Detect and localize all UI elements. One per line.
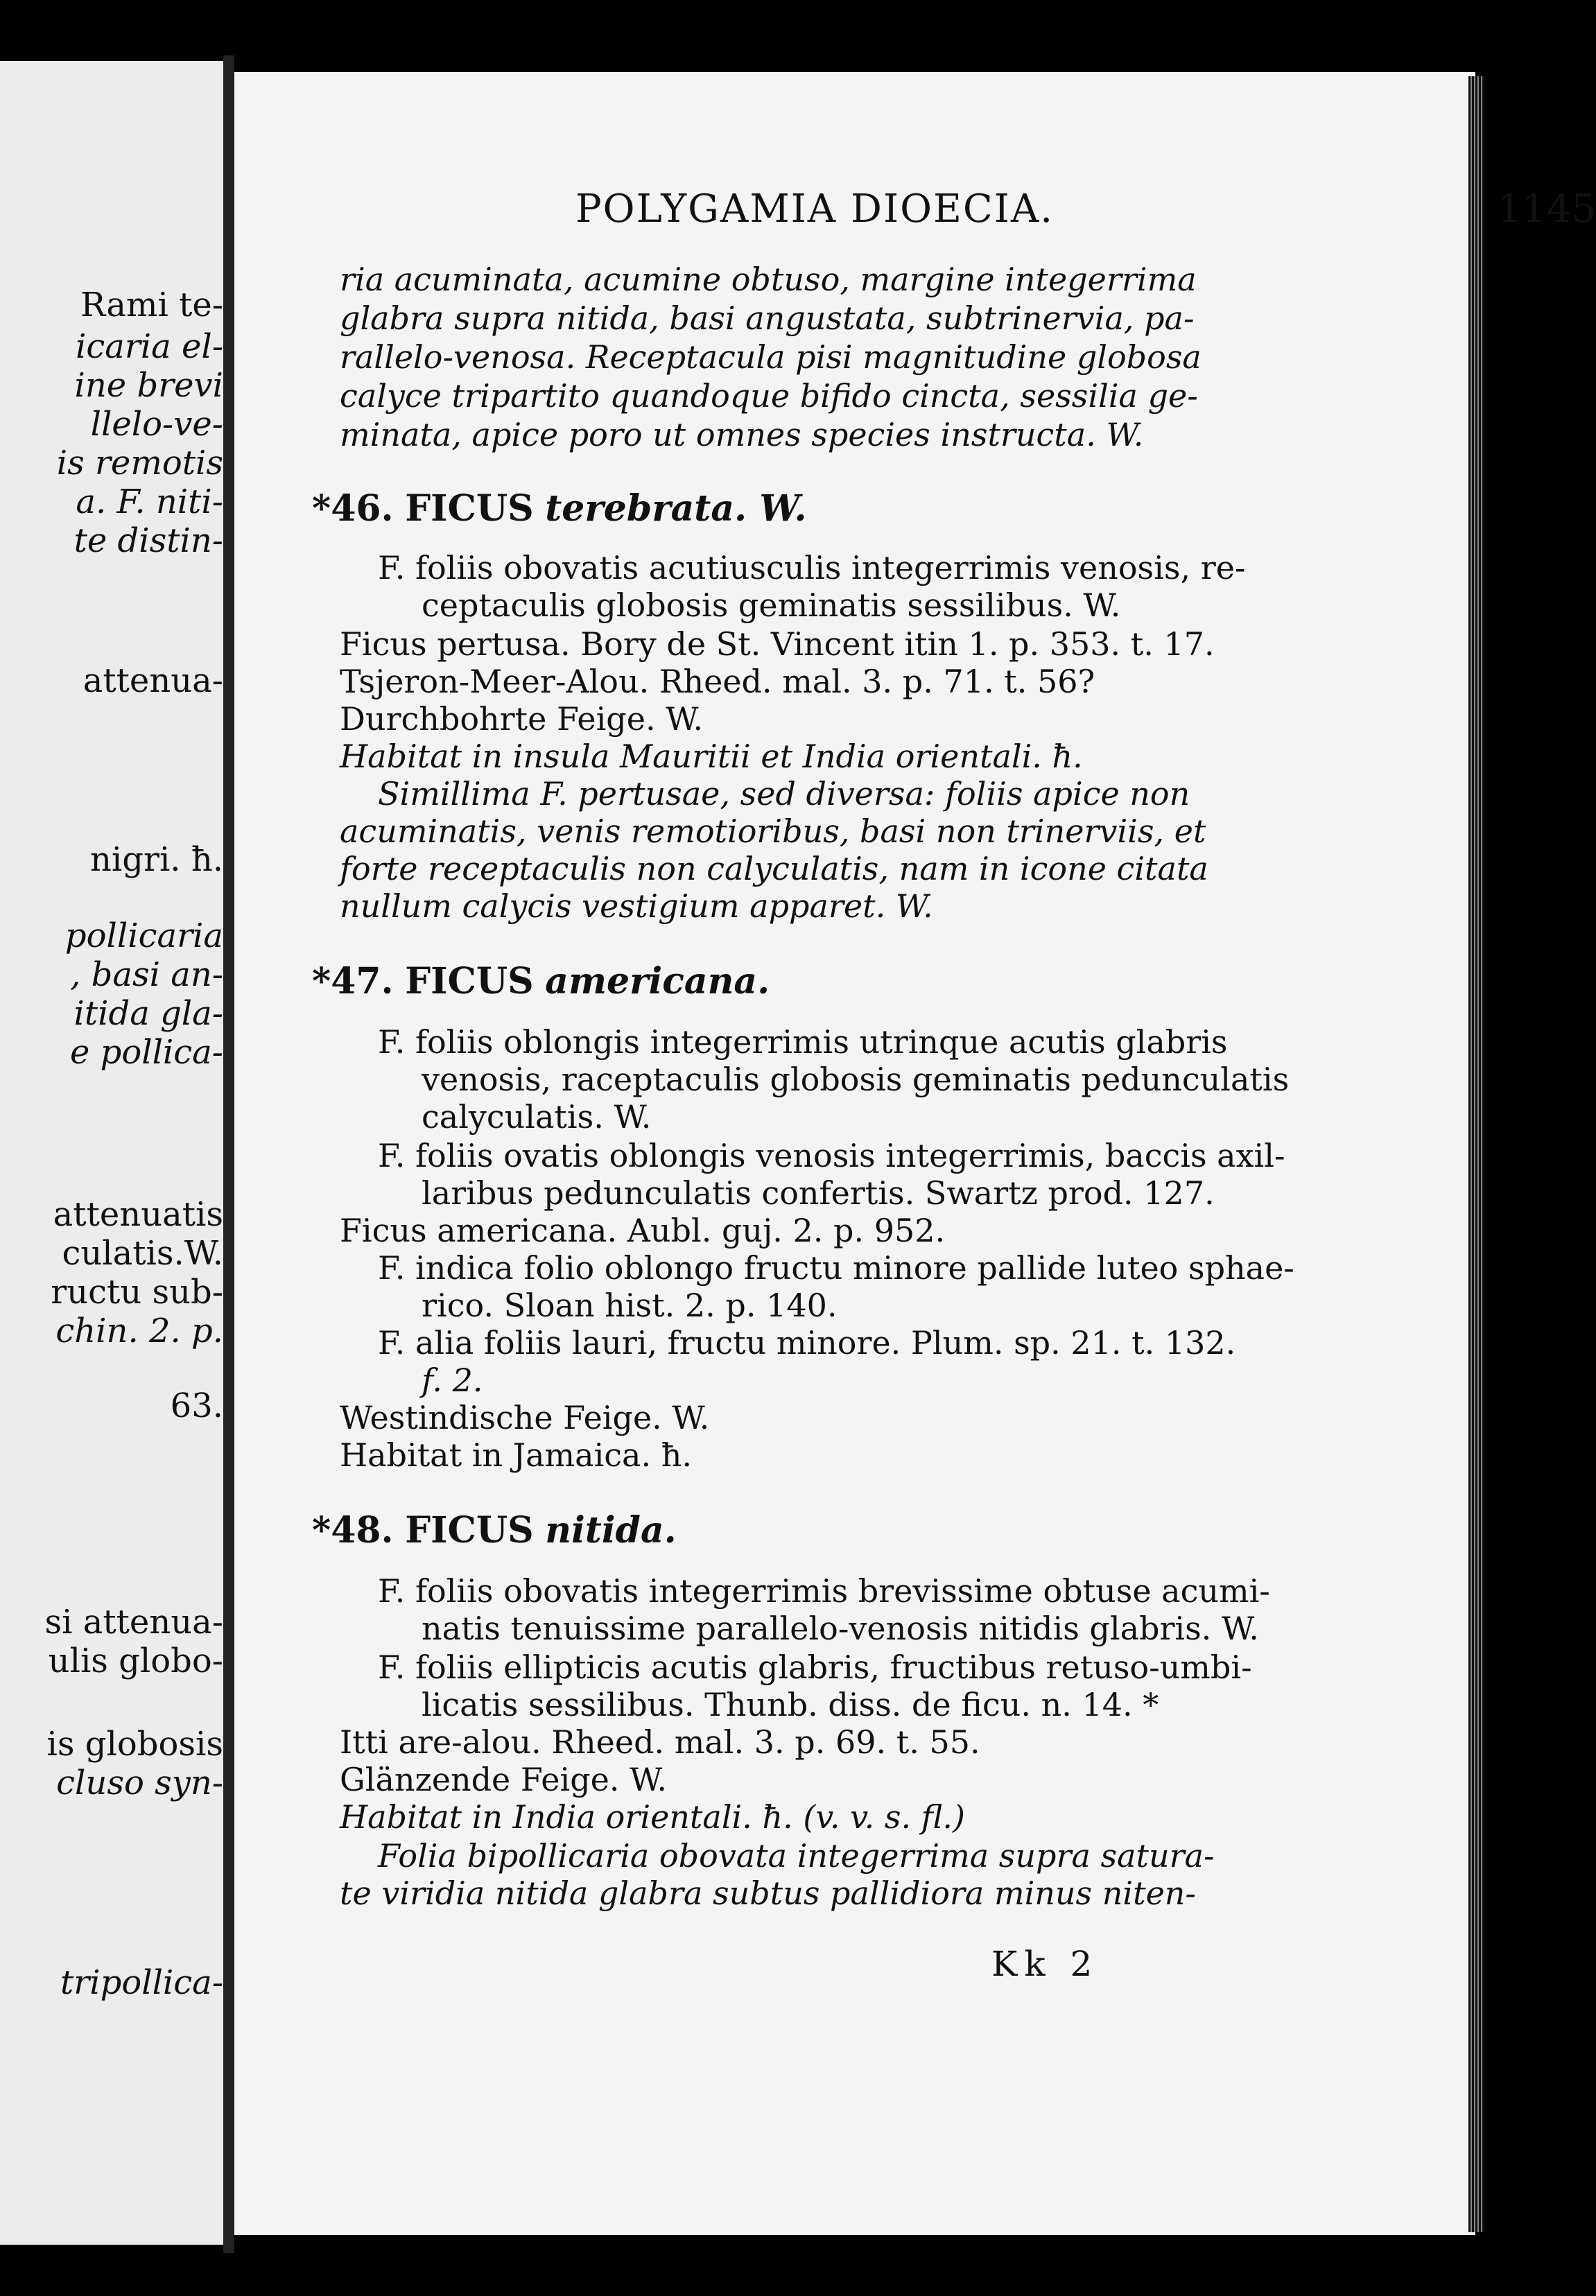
facing-line: ulis globo- — [48, 1642, 223, 1680]
facing-line: a. F. niti- — [76, 482, 223, 521]
text-line: Habitat in insula Mauritii et India orientali. ħ. — [340, 738, 1083, 775]
facing-line: tripollica- — [60, 1963, 223, 2002]
facing-line: ine brevi — [74, 366, 223, 405]
text-line: ria acuminata, acumine obtuso, margine integerrima — [340, 261, 1197, 298]
text-line: Itti are-alou. Rheed. mal. 3. p. 69. t. 55. — [340, 1723, 980, 1761]
text-line: te viridia nitida glabra subtus pallidiora minus niten- — [340, 1875, 1196, 1912]
text-line: Tsjeron-Meer-Alou. Rheed. mal. 3. p. 71. t. 56? — [340, 663, 1095, 700]
text-line: f. 2. — [422, 1362, 483, 1399]
genus-name: FICUS — [405, 1509, 534, 1551]
text-line: nullum calycis vestigium apparet. W. — [340, 887, 933, 925]
running-title: POLYGAMIA DIOECIA. — [575, 186, 1055, 232]
page-edges — [1468, 76, 1484, 2232]
facing-line: attenua- — [83, 661, 223, 700]
species-heading — [312, 960, 770, 1002]
text-line: Ficus pertusa. Bory de St. Vincent itin 1. p. 353. t. 17. — [340, 625, 1215, 663]
facing-line: , basi an- — [70, 955, 223, 994]
facing-line: nigri. ħ. — [90, 840, 223, 879]
facing-line: attenuatis — [53, 1195, 223, 1234]
text-line: Durchbohrte Feige. W. — [340, 700, 704, 738]
text-line: Folia bipollicaria obovata integerrima supra satura- — [378, 1837, 1215, 1875]
facing-page — [0, 61, 223, 2245]
text-line: Glänzende Feige. W. — [340, 1761, 667, 1798]
text-line: venosis, raceptaculis globosis geminatis pedunculatis — [422, 1061, 1290, 1098]
facing-line: si attenua- — [44, 1603, 223, 1642]
text-line: F. foliis oblongis integerrimis utrinque acutis glabris — [378, 1023, 1228, 1061]
text-line: forte receptaculis non calyculatis, nam in icone citata — [340, 850, 1208, 887]
text-line: Simillima F. pertusae, sed diversa: foliis apice non — [378, 775, 1190, 812]
facing-line: ructu sub- — [51, 1273, 223, 1312]
species-heading — [312, 487, 807, 530]
facing-line: itida gla- — [73, 994, 223, 1033]
text-line: glabra supra nitida, basi angustata, subtrinervia, pa- — [340, 299, 1195, 337]
facing-line: cluso syn- — [56, 1764, 223, 1802]
running-header — [340, 186, 1596, 235]
facing-line: is remotis — [56, 444, 223, 482]
main-page — [234, 72, 1596, 2235]
text-line: F. foliis obovatis integerrimis brevissime obtuse acumi- — [378, 1572, 1270, 1610]
text-line: Westindische Feige. W. — [340, 1399, 710, 1436]
text-line: acuminatis, venis remotioribus, basi non trinerviis, et — [340, 812, 1206, 850]
text-line: minata, apice poro ut omnes species instructa. W. — [340, 416, 1144, 453]
text-line: Habitat in India orientali. ħ. (v. v. s. fl.) — [340, 1798, 965, 1836]
species-number: *47. — [312, 960, 394, 1002]
species-name: terebrata. W. — [545, 487, 807, 530]
facing-line: 63. — [170, 1386, 223, 1425]
facing-line: icaria el- — [76, 327, 223, 366]
text-line: laribus pedunculatis confertis. Swartz prod. 127. — [422, 1174, 1215, 1212]
page-number: 1145 — [1497, 186, 1596, 232]
facing-line: culatis.W. — [62, 1234, 223, 1273]
species-number: *46. — [312, 487, 394, 530]
text-line: F. alia foliis lauri, fructu minore. Plum. sp. 21. t. 132. — [378, 1324, 1236, 1362]
text-line: calyculatis. W. — [422, 1098, 652, 1136]
species-name: nitida. — [545, 1509, 677, 1551]
text-line: Habitat in Jamaica. ħ. — [340, 1436, 692, 1474]
text-line: rico. Sloan hist. 2. p. 140. — [422, 1287, 838, 1324]
text-line: rallelo-venosa. Receptacula pisi magnitudine globosa — [340, 338, 1202, 376]
genus-name: FICUS — [405, 960, 534, 1002]
text-line: F. foliis obovatis acutiusculis integerrimis venosis, re- — [378, 549, 1246, 586]
text-line: ceptaculis globosis geminatis sessilibus. W. — [422, 586, 1121, 624]
text-line: Ficus americana. Aubl. guj. 2. p. 952. — [340, 1212, 946, 1249]
facing-line: pollicaria — [64, 916, 223, 955]
species-name: americana. — [545, 960, 770, 1002]
facing-line: llelo-ve- — [90, 405, 223, 444]
species-heading — [312, 1509, 677, 1551]
text-line: F. foliis ovatis oblongis venosis integerrimis, baccis axil- — [378, 1137, 1285, 1174]
facing-line: is globosis — [46, 1725, 223, 1764]
text-line: calyce tripartito quandoque bifido cincta, sessilia ge- — [340, 377, 1198, 415]
genus-name: FICUS — [405, 487, 534, 530]
text-line: licatis sessilibus. Thunb. diss. de ficu. n. 14. * — [422, 1686, 1159, 1723]
species-number: *48. — [312, 1509, 394, 1551]
text-line: F. foliis ellipticis acutis glabris, fructibus retuso-umbi- — [378, 1649, 1252, 1686]
text-line: F. indica folio oblongo fructu minore pallide luteo sphae- — [378, 1249, 1294, 1287]
facing-line: chin. 2. p. — [55, 1312, 223, 1350]
signature-mark: Kk 2 — [991, 1944, 1100, 1984]
facing-line: Rami te- — [80, 286, 223, 324]
facing-line: e pollica- — [69, 1033, 223, 1072]
book-gutter — [223, 55, 234, 2253]
facing-line: te distin- — [73, 521, 223, 560]
text-line: natis tenuissime parallelo-venosis nitidis glabris. W. — [422, 1610, 1259, 1647]
